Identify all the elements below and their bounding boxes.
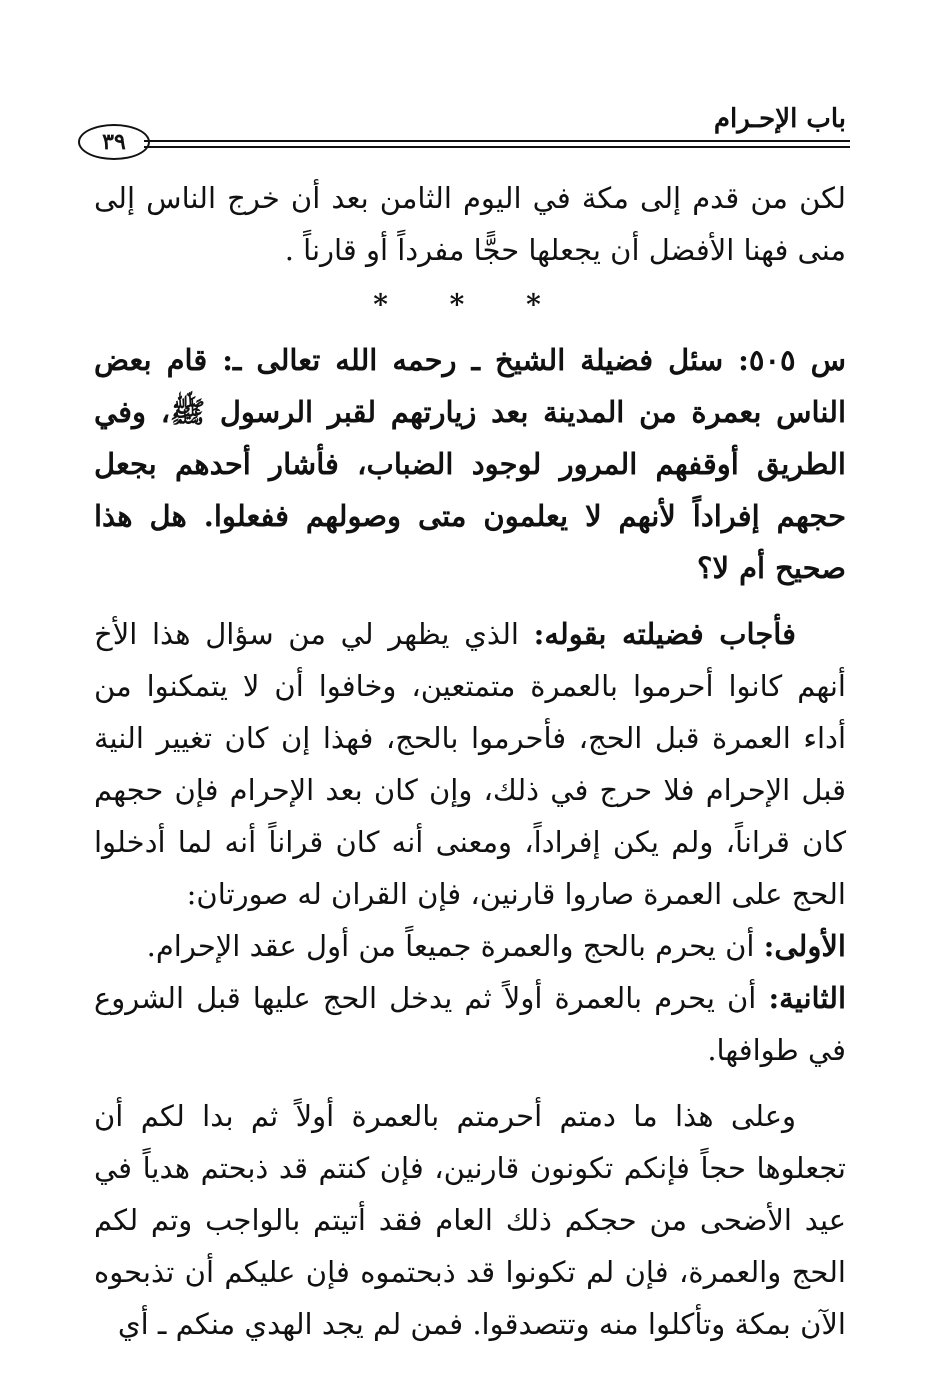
page-body bbox=[94, 172, 846, 1350]
second-form-text: أن يحرم بالعمرة أولاً ثم يدخل الحج عليها قبل الشروع في طوافها. bbox=[94, 981, 846, 1067]
page-header bbox=[78, 104, 850, 160]
page-number: ٣٩ bbox=[102, 129, 126, 155]
first-form-text: أن يحرم بالحج والعمرة جميعاً من أول عقد الإحرام. bbox=[146, 929, 755, 963]
chapter-title: باب الإحـرام bbox=[713, 104, 846, 134]
page-number-oval bbox=[78, 124, 150, 160]
first-form-label: الأولى: bbox=[763, 929, 846, 963]
answer-text: الذي يظهر لي من سؤال هذا الأخ أنهم كانوا أحرموا بالعمرة متمتعين، وخافوا أن لا يتمكنوا من أداء العمرة قبل الحج، فأحرموا بالحج، فهذا إن كان تغيير النية قبل الإحرام فلا حرج في ذلك، وإن كان بعد الإحرام فإن حجهم كان قراناً، ولم يكن إفراداً، ومعنى أنه كان قراناً أنه لما أدخلوا الحج على العمرة صاروا قارنين، فإن القران له صورتان: bbox=[94, 617, 846, 911]
section-separator: * * * bbox=[373, 288, 567, 321]
question-text: سئل فضيلة الشيخ ـ رحمه الله تعالى ـ: قام بعض الناس بعمرة من المدينة بعد زيارتهم لقبر الرسول ﷺ، وفي الطريق أوقفهم المرور لوجود الضباب، فأشار أحدهم بجعل حجهم إفراداً لأنهم لا يعلمون متى وصولهم ففعلوا. هل هذا صحيح أم لا؟ bbox=[94, 343, 846, 585]
answer-label: فأجاب فضيلته بقوله: bbox=[533, 617, 796, 651]
second-form-paragraph bbox=[94, 972, 846, 1076]
closing-paragraph: وعلى هذا ما دمتم أحرمتم بالعمرة أولاً ثم بدا لكم أن تجعلوها حجاً فإنكم تكونون قارنين، فإن كنتم قد ذبحتم هدياً في عيد الأضحى من حجكم ذلك العام فقد أتيتم بالواجب وتم لكم الحج والعمرة، فإن لم تكونوا قد ذبحتموه فإن عليكم أن تذبحوه الآن بمكة وتأكلوا منه وتتصدقوا. فمن لم يجد الهدي منكم ـ أي bbox=[94, 1099, 846, 1341]
header-rule bbox=[144, 140, 850, 142]
second-form-label: الثانية: bbox=[768, 981, 847, 1015]
first-form-paragraph bbox=[94, 920, 846, 972]
question-label: س ٥٠٥: bbox=[738, 343, 847, 377]
header-rule bbox=[144, 146, 850, 148]
answer-paragraph bbox=[94, 608, 846, 920]
intro-paragraph: لكن من قدم إلى مكة في اليوم الثامن بعد أن خرج الناس إلى منى فهنا الأفضل أن يجعلها حجًّا مفرداً أو قارناً . bbox=[94, 181, 846, 267]
question-paragraph bbox=[94, 334, 846, 594]
